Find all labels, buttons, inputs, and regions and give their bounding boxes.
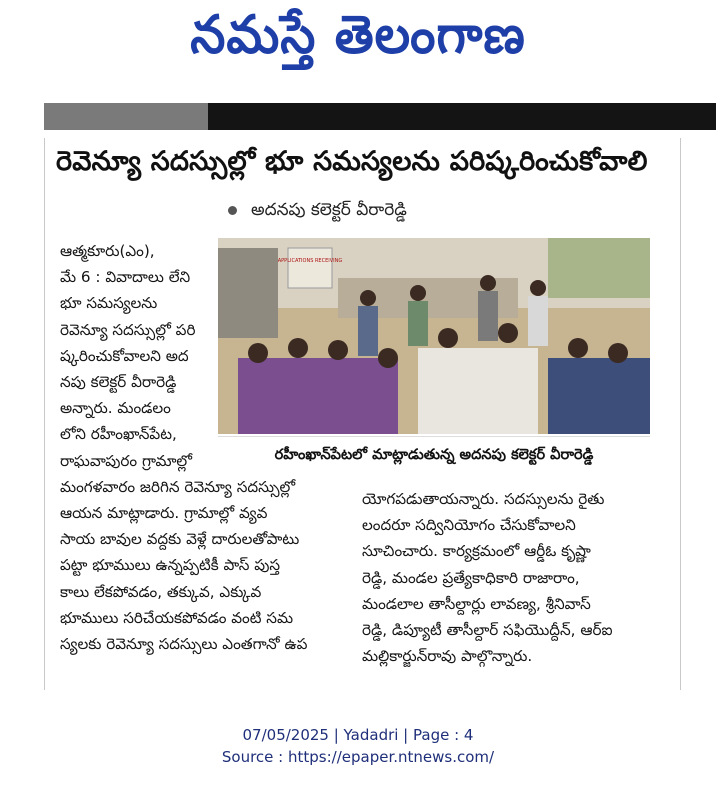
article-photo [218, 238, 650, 434]
article-line: రెడ్డి, మండల ప్రత్యేకాధికారి రాజారాం, [362, 568, 580, 587]
article-line: యోగపడుతాయన్నారు. సదస్సులను రైతు [362, 490, 605, 508]
header-rule-grey [44, 103, 208, 130]
column-divider-right [680, 138, 681, 690]
article-line: ఆత్మకూరు(ఎం), [60, 242, 155, 260]
article-line: అన్నారు. మండలం [60, 399, 171, 418]
article-line: లోని రహీంఖాన్‌పేట, [60, 425, 177, 444]
article-line: సూచించారు. కార్యక్రమంలో ఆర్డీఓ కృష్ణా [362, 542, 591, 561]
article-line: సాయ బావుల వద్దకు వెళ్లే దారులతోపాటు [60, 530, 300, 549]
article-column-2 [362, 486, 662, 669]
article-line: ఆయన మాట్లాడారు. గ్రామాల్లో వ్యవ [60, 504, 268, 523]
article-line: లందరూ సద్వినియోగం చేసుకోవాలని [362, 516, 576, 535]
footer-source: Source : https://epaper.ntnews.com/ [221, 748, 495, 766]
article-line: మే 6 : వివాదాలు లేని [60, 268, 191, 287]
column-divider-left [44, 138, 45, 690]
article-line: రాఘవాపురం గ్రామాల్లో [60, 451, 193, 470]
article-subheadline [228, 200, 407, 224]
photo-caption: రహీంఖాన్‌పేటలో మాట్లాడుతున్న అదనపు కలెక్టర్ వీరారెడ్డి [218, 436, 650, 473]
bullet-icon [228, 206, 237, 215]
article-line: మల్లికార్జున్‌రావు పాల్గొన్నారు. [362, 647, 533, 666]
footer-date-page: 07/05/2025 | Yadadri | Page : 4 [242, 726, 474, 744]
article-line: రెడ్డి, డిప్యూటీ తాసీల్దార్ సఫియొద్దీన్, ఆర్ఐ [362, 621, 613, 640]
article-headline: రెవెన్యూ సదస్సుల్లో భూ సమస్యలను పరిష్కరించుకోవాలి [56, 146, 648, 177]
photo-sign-text: APPLICATIONS RECEIVING [277, 258, 343, 264]
article-line: మంగళవారం జరిగిన రెవెన్యూ సదస్సుల్లో [60, 477, 296, 496]
photo-illustration [218, 238, 650, 434]
article-line: కాలు లేకపోవడం, తక్కువ, ఎక్కువ [60, 582, 262, 601]
subheadline-text: అదనపు కలెక్టర్ వీరారెడ్డి [251, 200, 407, 220]
article-line: నపు కలెక్టర్ వీరారెడ్డి [60, 373, 177, 392]
newspaper-masthead [0, 0, 716, 78]
article-line: భూ సమస్యలను [60, 294, 158, 313]
masthead-title: నమస్తే తెలంగాణ [190, 4, 526, 66]
header-rule-black [208, 103, 716, 130]
article-line: మండలాల తాసీల్దార్లు లావణ్య, శ్రీనివాస్ [362, 594, 591, 613]
article-line: భూములు సరిచేయకపోవడం వంటి సమ [60, 608, 294, 627]
article-line: రెవెన్యూ సదస్సుల్లో పరి [60, 320, 196, 339]
article-line: పట్టా భూములు ఉన్నప్పటికీ పాస్ పుస్త [60, 556, 281, 575]
article-line: స్యలకు రెవెన్యూ సదస్సులు ఎంతగానో ఉప [60, 635, 308, 654]
article-line: ష్కరించుకోవాలని అద [60, 346, 189, 365]
